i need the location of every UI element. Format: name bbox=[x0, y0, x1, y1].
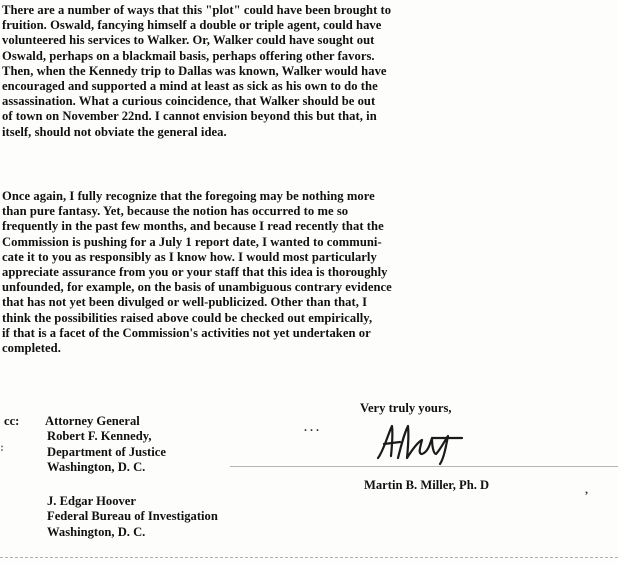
signature-line bbox=[230, 466, 618, 467]
paragraph-line: Once again, I fully recognize that the foregoing may be nothing more bbox=[2, 189, 375, 203]
paragraph-line: think the possibilities raised above could be checked out empirically, bbox=[2, 310, 373, 325]
paragraph-line: Oswald, perhaps on a blackmail basis, perhaps offering other favors. bbox=[2, 48, 375, 63]
paragraph-line: unfounded, for example, on the basis of unambiguous contrary evidence bbox=[2, 280, 392, 295]
letter-paragraph bbox=[2, 3, 608, 140]
paragraph-line: There are a number of ways that this "plot" could have been brought to bbox=[2, 3, 392, 17]
paragraph-line: fruition. Oswald, fancying himself a double or triple agent, could have bbox=[2, 18, 382, 33]
paragraph-line: than pure fantasy. Yet, because the notion has occurred to me so bbox=[2, 204, 349, 219]
dot-artifact: , bbox=[585, 482, 588, 496]
cc-recipient-line: Robert F. Kennedy, bbox=[47, 429, 152, 444]
signer-name: Martin B. Miller, Ph. D bbox=[364, 478, 490, 492]
cc-recipient-line: Washington, D. C. bbox=[47, 524, 146, 539]
paragraph-line: completed. bbox=[2, 341, 61, 356]
paragraph-line: volunteered his services to Walker. Or, Walker could have sought out bbox=[2, 33, 375, 48]
paragraph-line: itself, should not obviate the general idea. bbox=[2, 124, 227, 139]
paragraph-line: Then, when the Kennedy trip to Dallas was known, Walker would have bbox=[2, 63, 387, 78]
paragraph-line: encouraged and supported a mind at least as sick as his own to do the bbox=[2, 79, 378, 94]
cc-recipient-line: J. Edgar Hoover bbox=[47, 494, 136, 508]
paragraph-line: if that is a facet of the Commission's activities not yet undertaken or bbox=[2, 325, 371, 340]
cc-recipient bbox=[47, 414, 166, 476]
paragraph-line: appreciate assurance from you or your staff that this idea is thoroughly bbox=[2, 265, 388, 280]
cc-recipient bbox=[47, 494, 218, 540]
dot-artifact: . . . bbox=[304, 420, 319, 434]
paragraph-line: frequently in the past few months, and because I read recently that the bbox=[2, 219, 384, 234]
paragraph-line: that has not yet been divulged or well-publicized. Other than that, I bbox=[2, 295, 368, 310]
cc-label: cc: bbox=[4, 414, 20, 428]
dot-artifact: : bbox=[0, 440, 4, 454]
cc-recipient-line: Attorney General bbox=[45, 414, 140, 428]
cc-recipient-line: Washington, D. C. bbox=[47, 460, 146, 475]
paragraph-line: of town on November 22nd. I cannot envision beyond this but that, in bbox=[2, 109, 377, 124]
paragraph-line: assassination. What a curious coincidence, that Walker should be out bbox=[2, 94, 376, 109]
page-edge-line bbox=[0, 557, 618, 558]
paragraph-line: Commission is pushing for a July 1 report date, I wanted to communi- bbox=[2, 234, 382, 249]
closing-salutation: Very truly yours, bbox=[360, 401, 452, 415]
letter-paragraph bbox=[2, 189, 608, 356]
handwritten-signature bbox=[374, 420, 466, 466]
cc-recipient-line: Department of Justice bbox=[47, 444, 166, 459]
cc-recipient-line: Federal Bureau of Investigation bbox=[47, 509, 218, 524]
paragraph-line: cate it to you as responsibly as I know how. I would most particularly bbox=[2, 249, 377, 264]
